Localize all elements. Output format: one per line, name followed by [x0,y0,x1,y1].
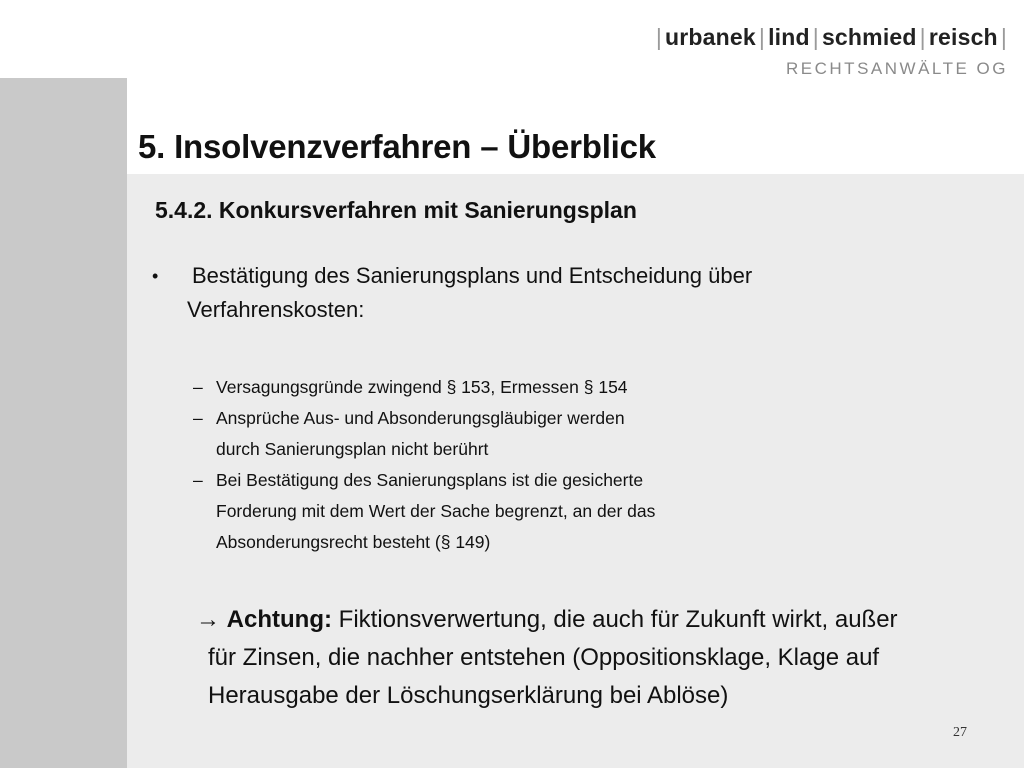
bullet-line-2: Verfahrenskosten: [187,297,365,322]
note-label: Achtung: [226,606,332,633]
dash-marker: – [193,377,203,397]
dash-marker: – [193,408,203,428]
arrow-icon: → [196,606,220,633]
list-item-line: durch Sanierungsplan nicht berührt [216,439,489,459]
company-logo [610,24,1010,84]
logo-separator: | [919,24,926,50]
note-line-3: Herausgabe der Löschungserklärung bei Ablöse) [208,682,729,709]
logo-separator: | [655,24,662,50]
logo-names [653,24,1010,51]
list-item [193,372,793,403]
page-number: 27 [953,725,967,740]
logo-separator: | [812,24,819,50]
bullet-line-1: Bestätigung des Sanierungsplans und Entscheidung über [192,263,753,288]
logo-name-reisch: reisch [928,24,998,50]
logo-separator: | [758,24,766,50]
sub-item-list [193,372,793,558]
list-item [193,465,793,558]
list-item-line: Versagungsgründe zwingend § 153, Ermessen § 154 [216,377,628,397]
note-line-1: Fiktionsverwertung, die auch für Zukunft wirkt, außer [338,606,898,633]
logo-name-lind: lind [768,24,810,50]
logo-separator: | [1000,24,1007,50]
list-item-line: Forderung mit dem Wert der Sache begrenzt, an der das [216,501,656,521]
slide-title: 5. Insolvenzverfahren – Überblick [138,128,656,165]
bullet-text [187,259,912,327]
left-decorative-band [0,78,127,768]
list-item [193,403,793,465]
list-item-line: Absonderungsrecht besteht (§ 149) [216,532,491,552]
dash-marker: – [193,470,203,490]
logo-name-urbanek: urbanek [665,24,756,50]
list-item-line: Bei Bestätigung des Sanierungsplans ist die gesicherte [216,470,644,490]
logo-name-schmied: schmied [821,24,917,50]
section-subtitle: 5.4.2. Konkursverfahren mit Sanierungsplan [155,197,637,223]
bullet-marker: • [152,266,159,286]
note-block [196,601,996,715]
list-item-line: Ansprüche Aus- und Absonderungsgläubiger werden [216,408,625,428]
logo-subtitle: RECHTSANWÄLTE OG [786,59,1008,78]
main-bullet [152,259,912,327]
note-line-2: für Zinsen, die nachher entstehen (Oppositionsklage, Klage auf [208,644,880,671]
